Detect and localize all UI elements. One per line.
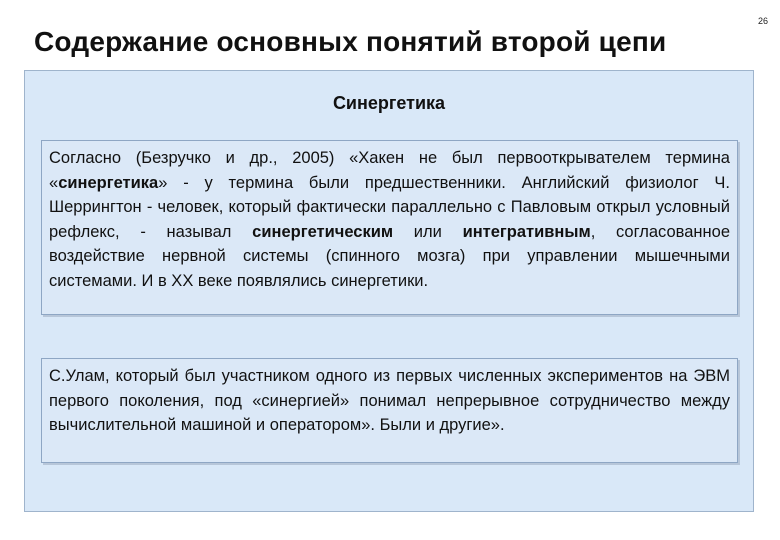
box1-text-part-4: , согласованное воздействие нервной системы (спинного мозга) при управлении мышечными системами. И в ХХ веке появлялись синергетики. xyxy=(49,222,730,290)
slide-title: Содержание основных понятий второй цепи xyxy=(34,26,667,57)
box1-text-part-2: » - у термина были предшественники. Английский физиолог Ч. Шеррингтон - человек, который фактически параллельно с Павловым открыл условный рефлекс, - называл xyxy=(49,173,730,241)
text-box-ulam xyxy=(41,358,738,463)
box1-text-part-3: или xyxy=(393,222,463,241)
term-synergetic: синергетическим xyxy=(252,222,394,241)
term-integrative: интегративным xyxy=(462,222,591,241)
panel-heading: Синергетика xyxy=(332,93,446,113)
text-box-shakespeare-history xyxy=(41,140,738,315)
box1-text-part-1: Согласно (Безручко и др., 2005) «Хакен не был первооткрывателем термина « xyxy=(49,149,730,192)
page-number: 26 xyxy=(757,16,768,26)
content-panel xyxy=(24,70,754,512)
term-synergetics: синергетика xyxy=(58,173,159,192)
box2-text: С.Улам, который был участником одного из первых численных экспериментов на ЭВМ первого поколения, под «синергией» понимал непрерывное сотрудничество между вычислительной машиной и оператором». Были и другие». xyxy=(49,367,730,434)
